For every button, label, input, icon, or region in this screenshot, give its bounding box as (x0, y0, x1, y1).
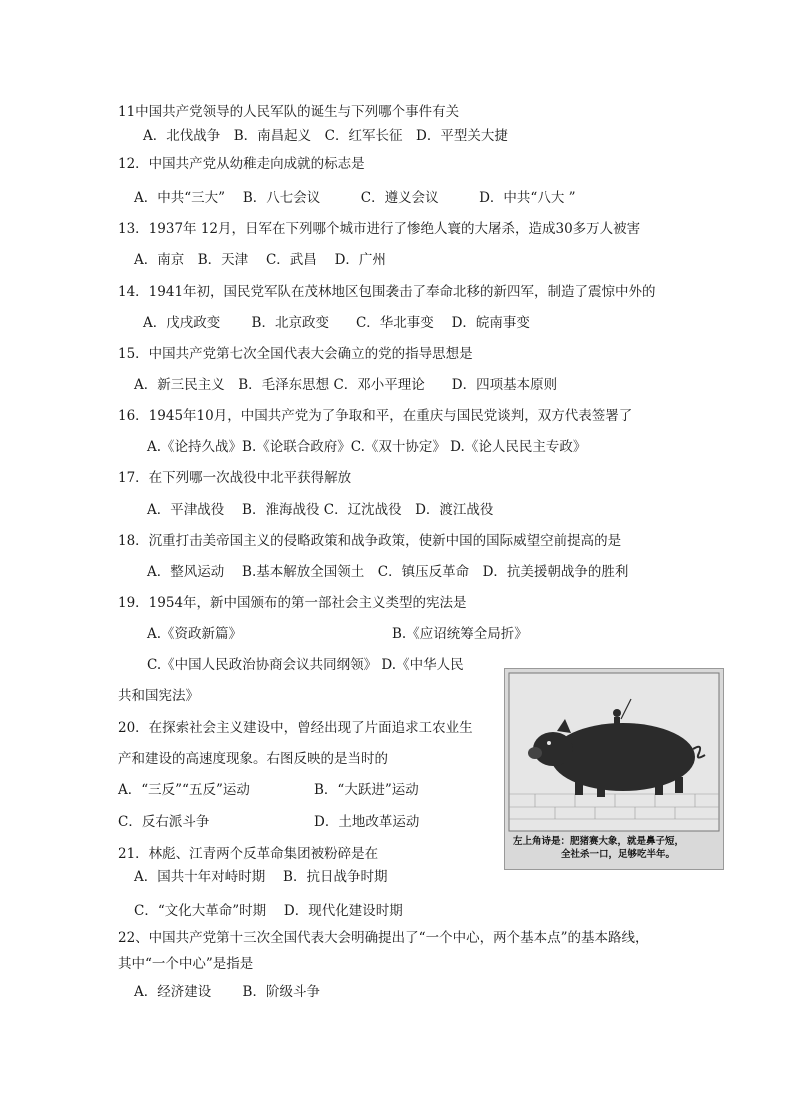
question-15-stem: 15．中国共产党第七次全国代表大会确立的党的指导思想是 (118, 346, 473, 362)
cartoon-caption-line-2: 全社杀一口，足够吃半年。 (561, 849, 676, 860)
question-18-options: A．整风运动 B.基本解放全国领土 C．镇压反革命 D．抗美援朝战争的胜利 (147, 564, 629, 580)
question-13-options: A．南京 B．天津 C．武昌 D．广州 (134, 252, 386, 268)
big-pig-cartoon-image (504, 668, 724, 870)
question-19-stem: 19．1954年，新中国颁布的第一部社会主义类型的宪法是 (118, 595, 467, 611)
question-15-options: A．新三民主义 B．毛泽东思想 C．邓小平理论 D．四项基本原则 (134, 377, 558, 393)
question-11-options: A．北伐战争 B．南昌起义 C．红军长征 D．平型关大捷 (143, 128, 508, 144)
question-20-option-a: A．“三反”“五反”运动 (118, 782, 250, 798)
cartoon-caption (513, 835, 717, 861)
question-14-options: A．戊戌政变 B．北京政变 C．华北事变 D．皖南事变 (143, 315, 530, 331)
question-21-options-line1: A．国共十年对峙时期 B．抗日战争时期 (134, 869, 388, 885)
question-19-option-c: C.《中国人民政治协商会议共同纲领》 D.《中华人民 (147, 657, 464, 673)
question-22-options: A．经济建设 B．阶级斗争 (134, 984, 320, 1000)
question-18-stem: 18．沉重打击美帝国主义的侵略政策和战争政策，使新中国的国际威望空前提高的是 (118, 533, 622, 549)
question-11-stem: 11中国共产党领导的人民军队的诞生与下列哪个事件有关 (118, 104, 460, 120)
question-13-stem: 13．1937年 12月，日军在下列哪个城市进行了惨绝人寰的大屠杀，造成30多万人被害 (118, 221, 641, 237)
question-14-stem: 14．1941年初，国民党军队在茂林地区包围袭击了奉命北移的新四军，制造了震惊中外的 (118, 284, 656, 300)
question-20-stem-line1: 20．在探索社会主义建设中，曾经出现了片面追求工农业生 (118, 720, 473, 736)
question-17-stem: 17．在下列哪一次战役中北平获得解放 (118, 470, 352, 486)
question-19-option-c-cont: 共和国宪法》 (118, 688, 199, 704)
question-16-options: A.《论持久战》B.《论联合政府》C.《双十协定》 D.《论人民民主专政》 (147, 439, 587, 455)
question-17-options: A．平津战役 B．淮海战役 C．辽沈战役 D．渡江战役 (147, 502, 494, 518)
question-22-stem-line2: 其中“一个中心”是指是 (118, 956, 254, 972)
question-22-stem-line1: 22、中国共产党第十三次全国代表大会明确提出了“一个中心，两个基本点”的基本路线， (118, 930, 649, 946)
question-21-stem: 21．林彪、江青两个反革命集团被粉碎是在 (118, 846, 379, 862)
question-19-option-a: A.《资政新篇》 (147, 626, 243, 642)
question-20-stem-line2: 产和建设的高速度现象。右图反映的是当时的 (118, 751, 388, 767)
question-20-option-b: B．“大跃进”运动 (314, 782, 419, 798)
question-19-option-b: B.《应诏统筹全局折》 (392, 626, 528, 642)
cartoon-caption-line-1: 左上角诗是：肥猪赛大象，就是鼻子短， (513, 836, 685, 847)
question-12-options: A．中共“三大” B．八七会议 C．遵义会议 D．中共“八大 ” (134, 190, 576, 206)
question-20-option-c: C．反右派斗争 (118, 814, 210, 830)
question-20-option-d: D．土地改革运动 (314, 814, 420, 830)
question-16-stem: 16．1945年10月，中国共产党为了争取和平，在重庆与国民党谈判，双方代表签署了 (118, 408, 633, 424)
question-12-stem: 12．中国共产党从幼稚走向成就的标志是 (118, 156, 365, 172)
question-21-options-line2: C．“文化大革命”时期 D．现代化建设时期 (134, 903, 403, 919)
